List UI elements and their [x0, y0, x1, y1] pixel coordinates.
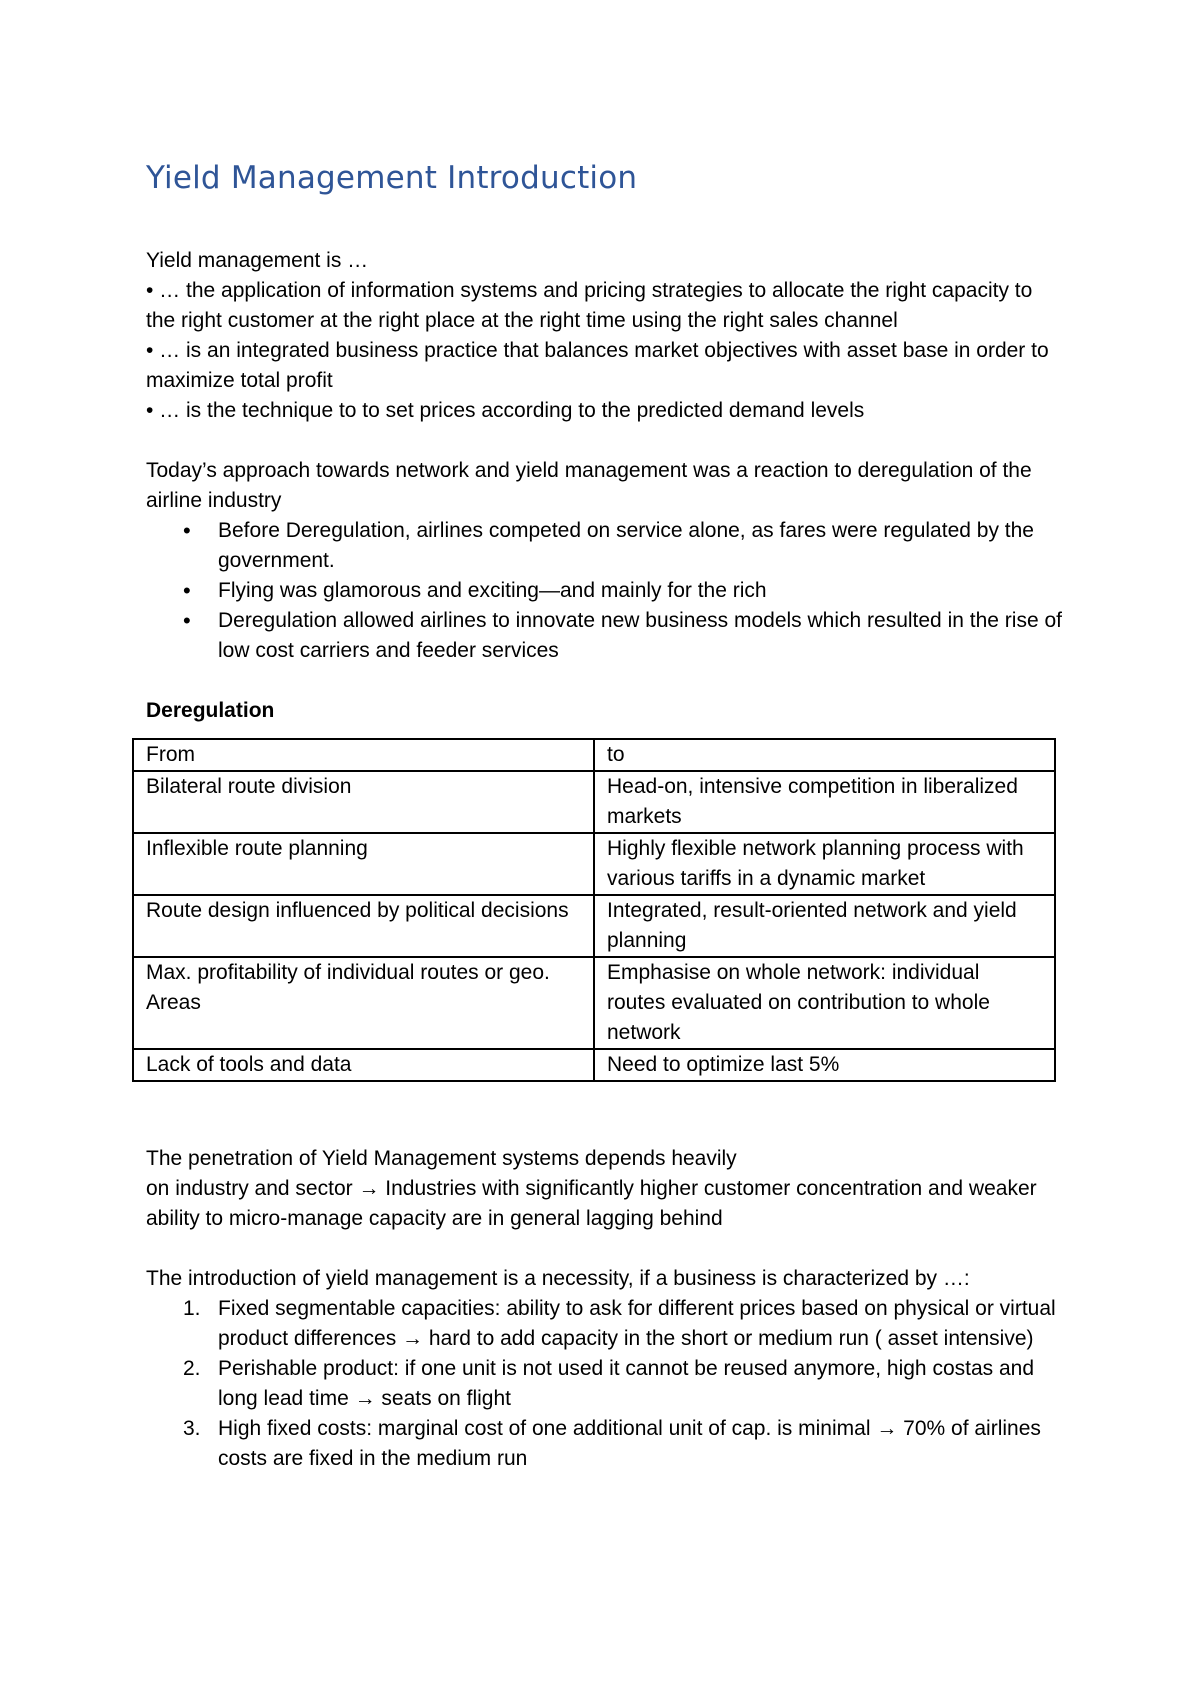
approach-bullet-2: • Flying was glamorous and exciting—and mainly for the rich — [218, 576, 1066, 606]
table-row — [133, 771, 1055, 833]
table-cell-to: Need to optimize last 5% — [594, 1049, 1055, 1081]
table-row — [133, 833, 1055, 895]
list-item-text: Perishable product: if one unit is not used it cannot be reused anymore, high costas and long lead time → seats on flight — [218, 1357, 1035, 1410]
table-cell-from: Bilateral route division — [133, 771, 594, 833]
approach-section — [146, 456, 1066, 666]
penetration-line-2: on industry and sector → Industries with significantly higher customer concentration and weaker ability to micro-manage capacity are in general lagging behind — [146, 1177, 1037, 1230]
table-cell-from: Max. profitability of individual routes or geo. Areas — [133, 957, 594, 1049]
table-cell-to: Integrated, result-oriented network and yield planning — [594, 895, 1055, 957]
approach-lead: Today’s approach towards network and yield management was a reaction to deregulation of the airline industry — [146, 459, 1032, 512]
list-item-text: Fixed segmentable capacities: ability to ask for different prices based on physical or virtual product differences → hard to add capacity in the short or medium run ( asset intensive) — [218, 1297, 1056, 1350]
table-cell-to: Highly flexible network planning process with various tariffs in a dynamic market — [594, 833, 1055, 895]
table-cell-to: Emphasise on whole network: individual routes evaluated on contribution to whole network — [594, 957, 1055, 1049]
list-item-text: High fixed costs: marginal cost of one additional unit of cap. is minimal → 70% of airlines costs are fixed in the medium run — [218, 1417, 1041, 1470]
approach-bullet-list — [146, 516, 1066, 666]
deregulation-heading: Deregulation — [146, 699, 275, 722]
necessity-lead: The introduction of yield management is a necessity, if a business is characterized by …: — [146, 1267, 970, 1290]
table-cell-from: Inflexible route planning — [133, 833, 594, 895]
table-cell-to: Head-on, intensive competition in liberalized markets — [594, 771, 1055, 833]
table-row — [133, 895, 1055, 957]
intro-point-3: • … is the technique to to set prices according to the predicted demand levels — [146, 399, 865, 422]
penetration-section — [146, 1144, 1066, 1234]
list-item — [183, 1414, 1066, 1474]
table-cell-from: Lack of tools and data — [133, 1049, 594, 1081]
necessity-numbered-list — [146, 1294, 1066, 1474]
list-item — [183, 1294, 1066, 1354]
table-row — [133, 957, 1055, 1049]
list-item-number: 1. — [183, 1297, 201, 1320]
list-item — [183, 1354, 1066, 1414]
list-item-number: 3. — [183, 1417, 201, 1440]
necessity-section — [146, 1264, 1066, 1474]
approach-bullet-1: • Before Deregulation, airlines competed on service alone, as fares were regulated by the government. — [218, 516, 1066, 576]
approach-bullet-3: • Deregulation allowed airlines to innovate new business models which resulted in the rise of low cost carriers and feeder services — [218, 606, 1066, 666]
deregulation-table — [132, 738, 1056, 1082]
intro-lead: Yield management is … — [146, 249, 369, 272]
page-title: Yield Management Introduction — [146, 160, 638, 196]
table-header-to: to — [594, 739, 1055, 771]
document-page — [146, 160, 1066, 1474]
list-item-number: 2. — [183, 1357, 201, 1380]
intro-point-2: • … is an integrated business practice that balances market objectives with asset base in order to maximize total profit — [146, 339, 1049, 392]
table-row — [133, 1049, 1055, 1081]
penetration-line-1: The penetration of Yield Management systems depends heavily — [146, 1147, 737, 1170]
table-header-from: From — [133, 739, 594, 771]
intro-point-1: • … the application of information systems and pricing strategies to allocate the right capacity to the right customer at the right place at the right time using the right sales channel — [146, 279, 1033, 332]
table-cell-from: Route design influenced by political decisions — [133, 895, 594, 957]
intro-section — [146, 246, 1066, 426]
table-header-row — [133, 739, 1055, 771]
